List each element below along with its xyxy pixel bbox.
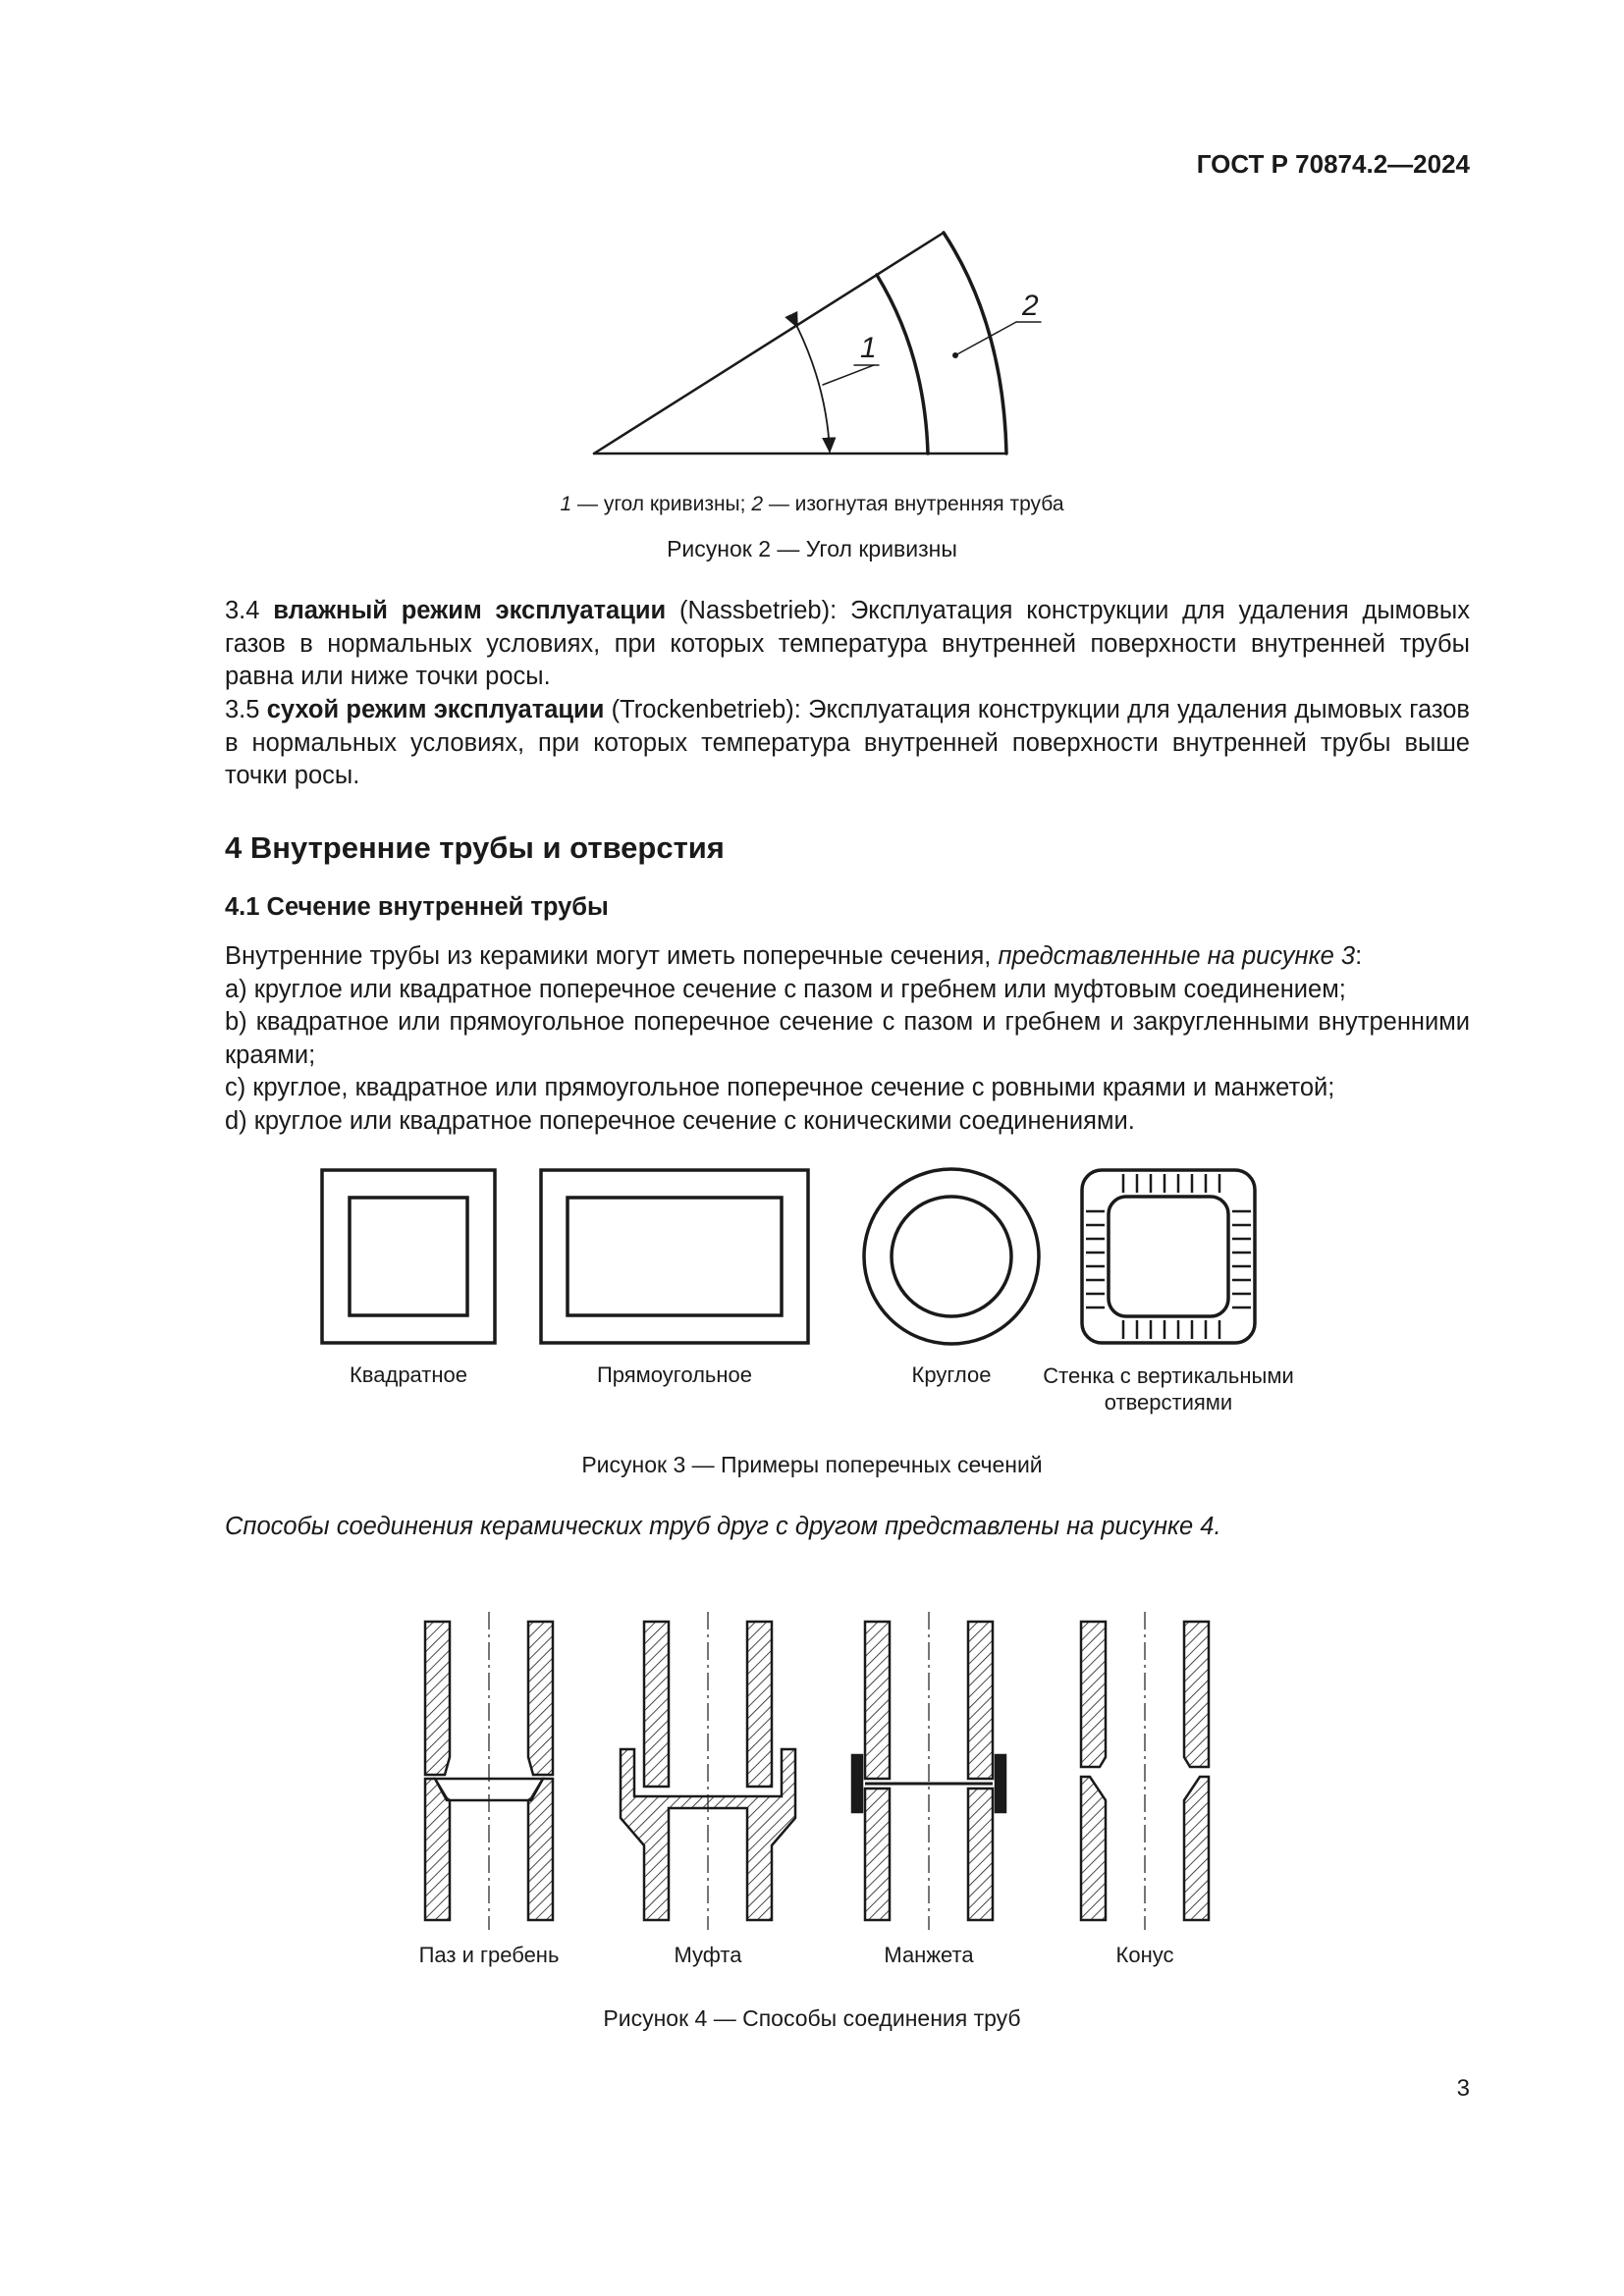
fig3-label-holed-wall: Стенка с вертикальными отверстиями xyxy=(1043,1363,1294,1415)
fig2-label-1: 1 xyxy=(860,332,877,364)
document-standard-number: ГОСТ Р 70874.2—2024 xyxy=(1196,149,1470,179)
section-4-1-body xyxy=(154,940,1470,1138)
list-item-c: c) круглое, квадратное или прямоугольное поперечное сечение с ровными краями и манжетой; xyxy=(225,1074,1335,1101)
square-section-inner xyxy=(350,1198,467,1315)
section-4-1-title: 4.1 Сечение внутренней трубы xyxy=(225,893,609,921)
intro-line: Внутренние трубы из керамики могут иметь поперечные сечения, представленные на рисунке 3: xyxy=(225,942,1363,970)
angle-arc xyxy=(797,327,830,452)
rect-section-inner xyxy=(568,1198,782,1315)
fig2-label-2: 2 xyxy=(1022,290,1039,322)
definition-3-5: 3.5 сухой режим эксплуатации (Trockenbetrieb): Эксплуатация конструкции для удаления дымовых газов в нормальных условиях, при которых температура внутренней поверхности внутренней трубы выше точки росы. xyxy=(225,696,1470,789)
leader-1 xyxy=(823,365,874,385)
fig4-caption: Рисунок 4 — Способы соединения труб xyxy=(603,2005,1021,2031)
fig4-label-collar: Манжета xyxy=(884,1943,974,1967)
joint-tongue-groove xyxy=(425,1612,553,1930)
fig3-label-square: Квадратное xyxy=(349,1362,467,1387)
joint-collar xyxy=(852,1612,1005,1930)
joint-cone xyxy=(1081,1612,1209,1930)
list-item-a: a) круглое или квадратное поперечное сечение с пазом и гребнем или муфтовым соединением; xyxy=(225,975,1346,1003)
holed-wall-inner xyxy=(1109,1197,1228,1316)
bent-pipe-inner xyxy=(877,275,928,454)
fig4-label-cone: Конус xyxy=(1115,1943,1174,1967)
figure-3-cross-sections xyxy=(314,1158,1276,1355)
definition-3-4: 3.4 влажный режим эксплуатации (Nassbetrieb): Эксплуатация конструкции для удаления дымовых газов в нормальных условиях, при которых температура внутренней поверхности внутренней трубы равна или ниже точки росы. xyxy=(225,597,1470,690)
section-4-title: 4 Внутренние трубы и отверстия xyxy=(225,830,725,865)
bent-pipe-outer xyxy=(944,233,1006,454)
joints-intro-sentence: Способы соединения керамических труб друг с другом представлены на рисунке 4. xyxy=(225,1513,1221,1540)
point-marker xyxy=(952,352,958,358)
fig4-label-tongue-groove: Паз и гребень xyxy=(418,1943,560,1967)
list-item-d: d) круглое или квадратное поперечное сечение с коническими соединениями. xyxy=(225,1106,1135,1135)
fig4-label-socket: Муфта xyxy=(674,1943,742,1967)
vertical-holes xyxy=(1086,1174,1251,1339)
fig2-legend: 1 — угол кривизны; 2 — изогнутая внутренняя труба xyxy=(560,493,1064,515)
list-item-b: b) квадратное или прямоугольное поперечное сечение с пазом и гребнем и закругленными внутренними краями; xyxy=(225,1008,1470,1069)
fig2-caption: Рисунок 2 — Угол кривизны xyxy=(667,536,957,561)
joint-socket xyxy=(621,1612,795,1930)
fig3-label-rect: Прямоугольное xyxy=(596,1362,753,1387)
page-number: 3 xyxy=(1456,2075,1470,2102)
fig3-caption: Рисунок 3 — Примеры поперечных сечений xyxy=(581,1452,1043,1477)
figure-4-pipe-joints xyxy=(393,1610,1237,1934)
fig3-label-round: Круглое xyxy=(911,1362,992,1387)
slant-line xyxy=(594,233,944,454)
round-section-inner xyxy=(892,1197,1011,1316)
figure-2-curvature-angle xyxy=(579,221,1031,466)
